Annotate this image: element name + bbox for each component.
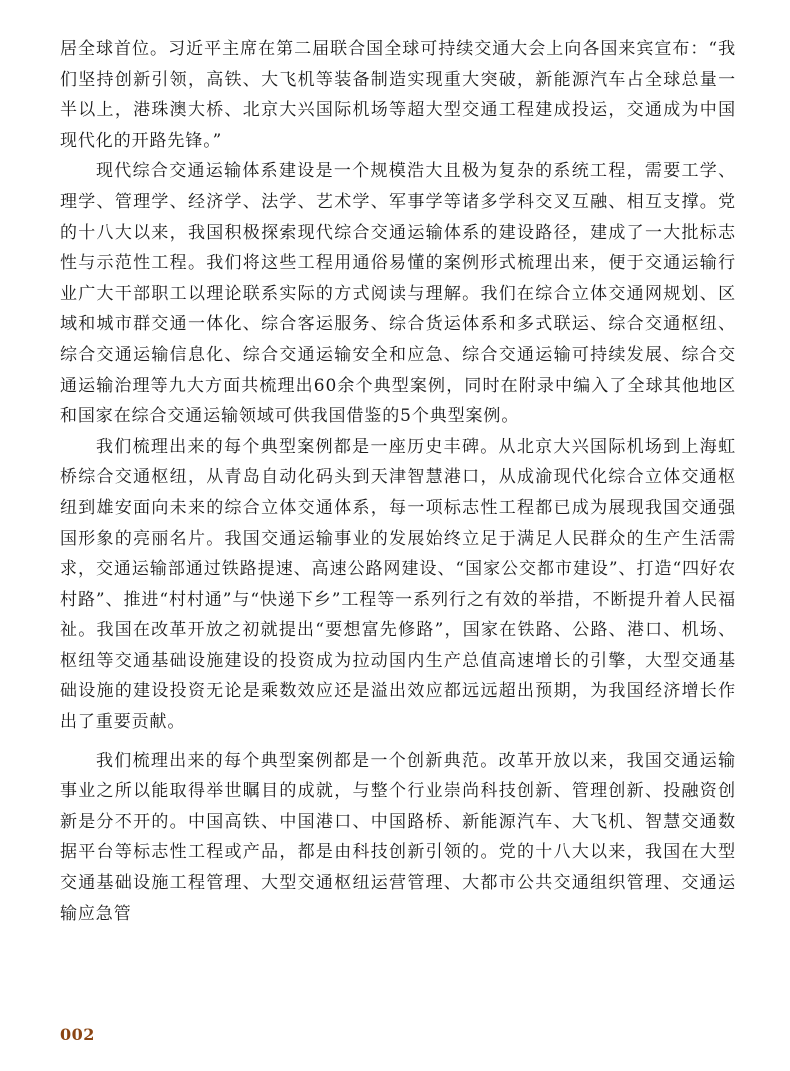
paragraph-2: 现代综合交通运输体系建设是一个规模浩大且极为复杂的系统工程，需要工学、理学、管理学、经济学、法学、艺术学、军事学等诸多学科交叉互融、相互支撑。党的十八大以来，我国积极探索现代综合交通运输体系的建设路径，建成了一大批标志性与示范性工程。我们将这些工程用通俗易懂的案例形式梳理出来，便于交通运输行业广大干部职工以理论联系实际的方式阅读与理解。我们在综合立体交通网规划、区域和城市群交通一体化、综合客运服务、综合货运体系和多式联运、综合交通枢纽、综合交通运输信息化、综合交通运输安全和应急、综合交通运输可持续发展、综合交通运输治理等九大方面共梳理出60余个典型案例，同时在附录中编入了全球其他地区和国家在综合交通运输领域可供我国借鉴的5个典型案例。 [60, 161, 736, 427]
paragraph-3: 我们梳理出来的每个典型案例都是一座历史丰碑。从北京大兴国际机场到上海虹桥综合交通枢纽，从青岛自动化码头到天津智慧港口，从成渝现代化综合立体交通枢纽到雄安面向未来的综合立体交通体系，每一项标志性工程都已成为展现我国交通强国形象的亮丽名片。我国交通运输事业的发展始终立足于满足人民群众的生产生活需求，交通运输部通过铁路提速、高速公路网建设、“国家公交都市建设”、打造“四好农村路”、推进“村村通”与“快递下乡”工程等一系列行之有效的举措，不断提升着人民福祉。我国在改革开放之初就提出“要想富先修路”，国家在铁路、公路、港口、机场、枢纽等交通基础设施建设的投资成为拉动国内生产总值高速增长的引擎，大型交通基础设施的建设投资无论是乘数效应还是溢出效应都远远超出预期，为我国经济增长作出了重要贡献。 [60, 436, 736, 733]
paragraph-1: 居全球首位。习近平主席在第二届联合国全球可持续交通大会上向各国来宾宣布：“我们坚持创新引领，高铁、大飞机等装备制造实现重大突破，新能源汽车占全球总量一半以上，港珠澳大桥、北京大兴国际机场等超大型交通工程建成投运，交通成为中国现代化的开路先锋。” [60, 39, 736, 151]
paragraph-4: 我们梳理出来的每个典型案例都是一个创新典范。改革开放以来，我国交通运输事业之所以能取得举世瞩目的成就，与整个行业崇尚科技创新、管理创新、投融资创新是分不开的。中国高铁、中国港口、中国路桥、新能源汽车、大飞机、智慧交通数据平台等标志性工程或产品，都是由科技创新引领的。党的十八大以来，我国在大型交通基础设施工程管理、大型交通枢纽运营管理、大都市公共交通组织管理、交通运输应急管 [60, 750, 736, 924]
body-text [60, 34, 736, 929]
page-number: 002 [60, 1025, 95, 1044]
